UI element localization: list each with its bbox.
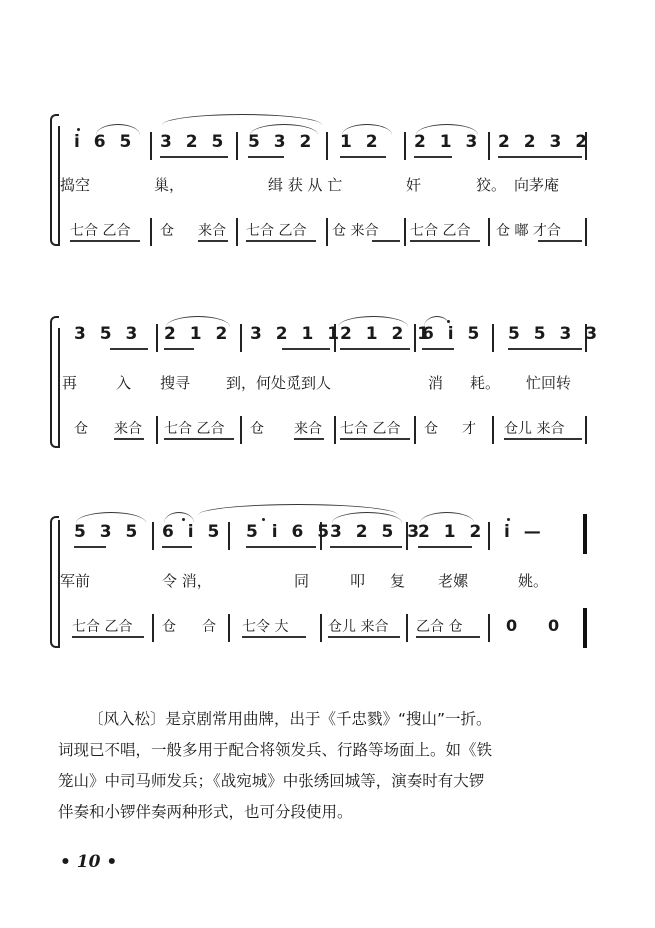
measure: i — — [504, 522, 545, 542]
lyric: 奸 — [406, 176, 422, 194]
lyric: 复 — [390, 572, 406, 590]
percussion: 才 — [462, 421, 476, 437]
final-barline — [583, 608, 587, 648]
percussion: 仓 嘟 才合 — [496, 223, 561, 239]
lyric: 入 — [116, 374, 132, 392]
measure: 2 1 2 1 — [340, 324, 434, 344]
percussion: 七合 乙合 — [72, 619, 133, 635]
measure: 3 2 5 — [160, 132, 228, 152]
lyric: 再 — [62, 374, 78, 392]
percussion: 来合 — [198, 223, 226, 239]
page-number: • 10 • — [60, 852, 118, 872]
lyric: 耗。 — [470, 374, 501, 392]
percussion: 仓 — [160, 223, 174, 239]
lyric: 搜寻 — [160, 374, 191, 392]
measure: 2 1 3 — [414, 132, 482, 152]
percussion: 七合 乙合 — [164, 421, 225, 437]
measure: 2 1 2 — [164, 324, 232, 344]
percussion: 来合 — [114, 421, 142, 437]
percussion: 七令 大 — [242, 619, 289, 635]
score-system-1 — [58, 110, 592, 250]
percussion: 仓 — [424, 421, 438, 437]
lyric: 忙回转 — [526, 374, 572, 392]
score-system-2 — [58, 312, 602, 452]
paragraph-line: 词现已不唱，一般多用于配合将领发兵、行路等场面上。如《铁 — [58, 741, 493, 759]
lyric: 叩 — [350, 572, 366, 590]
measure: 6 i 5 — [422, 324, 484, 344]
lyric: 缉 获 从 亡 — [268, 176, 343, 194]
paragraph-line: 伴奏和小锣伴奏两种形式，也可分段使用。 — [58, 803, 353, 821]
percussion: 乙合 仓 — [416, 619, 463, 635]
percussion: 仓 — [74, 421, 88, 437]
measure: 1 2 — [340, 132, 382, 152]
percussion: 来合 — [294, 421, 322, 437]
percussion: 仓儿 来合 — [504, 421, 565, 437]
lyric: 到，何处觅到人 — [226, 374, 332, 392]
lyric: 消 — [428, 374, 444, 392]
measure: 5 3 5 — [74, 522, 142, 542]
percussion: 七合 乙合 — [246, 223, 307, 239]
lyric: 捣空 — [60, 176, 91, 194]
lyric: 同 — [294, 572, 310, 590]
score-system-3 — [58, 512, 588, 652]
measure: 3 2 1 1 — [250, 324, 344, 344]
percussion: 仓 — [250, 421, 264, 437]
percussion: 七合 乙合 — [70, 223, 131, 239]
lyric: 狡。 — [476, 176, 507, 194]
measure: 6 i 5 — [162, 522, 224, 542]
percussion: 仓 — [162, 619, 176, 635]
measure: i 6 5 — [74, 132, 136, 152]
measure: 3 2 5 3 — [330, 522, 424, 542]
paragraph-line: 笼山》中司马师发兵；《战宛城》中张绣回城等，演奏时有大锣 — [58, 772, 485, 790]
measure: 2 2 3 2 — [498, 132, 592, 152]
lyric: 向茅庵 — [514, 176, 560, 194]
percussion: 仓儿 来合 — [328, 619, 389, 635]
lyric: 令 消， — [162, 572, 212, 590]
percussion: 七合 乙合 — [340, 421, 401, 437]
percussion: 0 — [548, 616, 560, 635]
lyric: 姚。 — [518, 572, 549, 590]
lyric: 巢， — [154, 176, 185, 194]
percussion: 合 — [202, 619, 216, 635]
measure: 5 3 2 — [248, 132, 316, 152]
measure: 2 1 2 — [418, 522, 486, 542]
percussion: 仓 来合 — [332, 223, 379, 239]
lyric: 老嫘 — [438, 572, 469, 590]
measure: 3 5 3 — [74, 324, 142, 344]
measure: 5 5 3 3 — [508, 324, 602, 344]
lyric: 军前 — [60, 572, 91, 590]
percussion: 0 — [506, 616, 518, 635]
description-paragraph — [58, 704, 598, 828]
percussion: 七合 乙合 — [410, 223, 471, 239]
measure: 5 i 6 5 — [246, 522, 334, 542]
paragraph-line: 〔风入松〕是京剧常用曲牌，出于《千忠戮》“搜山”一折。 — [88, 710, 492, 728]
